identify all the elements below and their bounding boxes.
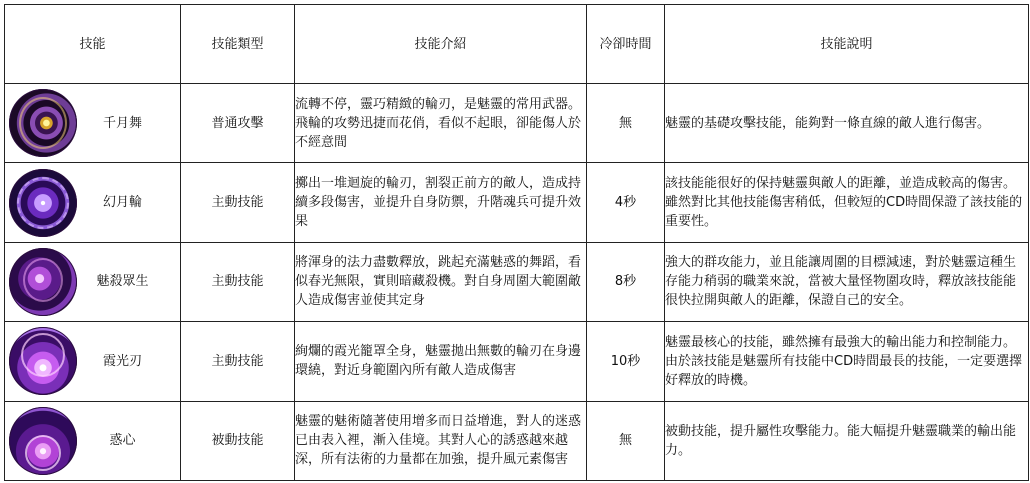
table-row bbox=[5, 242, 1029, 321]
skill-cell bbox=[5, 163, 181, 242]
skill-explain: 魅靈的基礎攻擊技能，能夠對一條直線的敵人進行傷害。 bbox=[665, 84, 1029, 163]
skill-type: 普通攻擊 bbox=[181, 84, 295, 163]
skill-intro: 魅靈的魅術隨著使用增多而日益增進，對人的迷惑已由表入裡，漸入佳境。其對人心的誘惑越來越深，所有法術的力量都在加強，提升風元素傷害 bbox=[295, 401, 587, 480]
skill-name: 霞光刃 bbox=[102, 353, 142, 369]
skills-table bbox=[4, 4, 1029, 481]
skill-cell bbox=[5, 322, 181, 401]
header-skill: 技能 bbox=[5, 5, 181, 84]
skill-intro: 絢爛的霞光籠罩全身，魅靈拋出無數的輪刃在身邊環繞，對近身範圍內所有敵人造成傷害 bbox=[295, 322, 587, 401]
skill-cooldown: 無 bbox=[587, 84, 665, 163]
skill-explain: 該技能能很好的保持魅靈與敵人的距離，並造成較高的傷害。雖然對比其他技能傷害稍低，但較短的CD時間保證了該技能的重要性。 bbox=[665, 163, 1029, 242]
skill-name: 幻月輪 bbox=[102, 195, 142, 211]
skill-explain: 強大的群攻能力，並且能讓周圍的目標減速，對於魅靈這種生存能力稍弱的職業來說，當被大量怪物圍攻時，釋放該技能能很快拉開與敵人的距離，保證自己的安全。 bbox=[665, 242, 1029, 321]
glowing-figure-icon bbox=[9, 407, 77, 475]
skill-intro: 擲出一堆迴旋的輪刃，割裂正前方的敵人，造成持續多段傷害，並提升自身防禦，升階魂兵可提升效果 bbox=[295, 163, 587, 242]
lotus-blades-icon bbox=[9, 327, 77, 395]
header-intro: 技能介紹 bbox=[295, 5, 587, 84]
skill-cooldown: 8秒 bbox=[587, 242, 665, 321]
skill-cell bbox=[5, 401, 181, 480]
skill-name: 千月舞 bbox=[102, 115, 142, 131]
skill-explain: 被動技能，提升屬性攻擊能力。能大幅提升魅靈職業的輸出能力。 bbox=[665, 401, 1029, 480]
skill-name: 魅殺眾生 bbox=[96, 274, 149, 290]
skill-cell bbox=[5, 84, 181, 163]
skill-explain: 魅靈最核心的技能，雖然擁有最強大的輸出能力和控制能力。由於該技能是魅靈所有技能中CD時間最長的技能，一定要選擇好釋放的時機。 bbox=[665, 322, 1029, 401]
skill-cooldown: 4秒 bbox=[587, 163, 665, 242]
skill-cooldown: 無 bbox=[587, 401, 665, 480]
skill-cooldown: 10秒 bbox=[587, 322, 665, 401]
header-row bbox=[5, 5, 1029, 84]
skill-name: 惑心 bbox=[109, 433, 136, 449]
spinning-disc-icon bbox=[9, 89, 77, 157]
skill-type: 被動技能 bbox=[181, 401, 295, 480]
skill-cell bbox=[5, 242, 181, 321]
table-row bbox=[5, 401, 1029, 480]
skill-type: 主動技能 bbox=[181, 163, 295, 242]
table-row bbox=[5, 322, 1029, 401]
header-type: 技能類型 bbox=[181, 5, 295, 84]
table-row bbox=[5, 84, 1029, 163]
swirl-dance-icon bbox=[9, 248, 77, 316]
header-explain: 技能說明 bbox=[665, 5, 1029, 84]
skill-intro: 流轉不停，靈巧精緻的輪刃，是魅靈的常用武器。飛輪的攻勢迅捷而花俏，看似不起眼，卻能傷人於不經意間 bbox=[295, 84, 587, 163]
skill-type: 主動技能 bbox=[181, 242, 295, 321]
skill-type: 主動技能 bbox=[181, 322, 295, 401]
header-cooldown: 冷卻時間 bbox=[587, 5, 665, 84]
purple-wheel-icon bbox=[9, 169, 77, 237]
skill-intro: 將渾身的法力盡數釋放，跳起充滿魅惑的舞蹈，看似春光無限，實則暗藏殺機。對自身周圍大範圍敵人造成傷害並使其定身 bbox=[295, 242, 587, 321]
table-row bbox=[5, 163, 1029, 242]
